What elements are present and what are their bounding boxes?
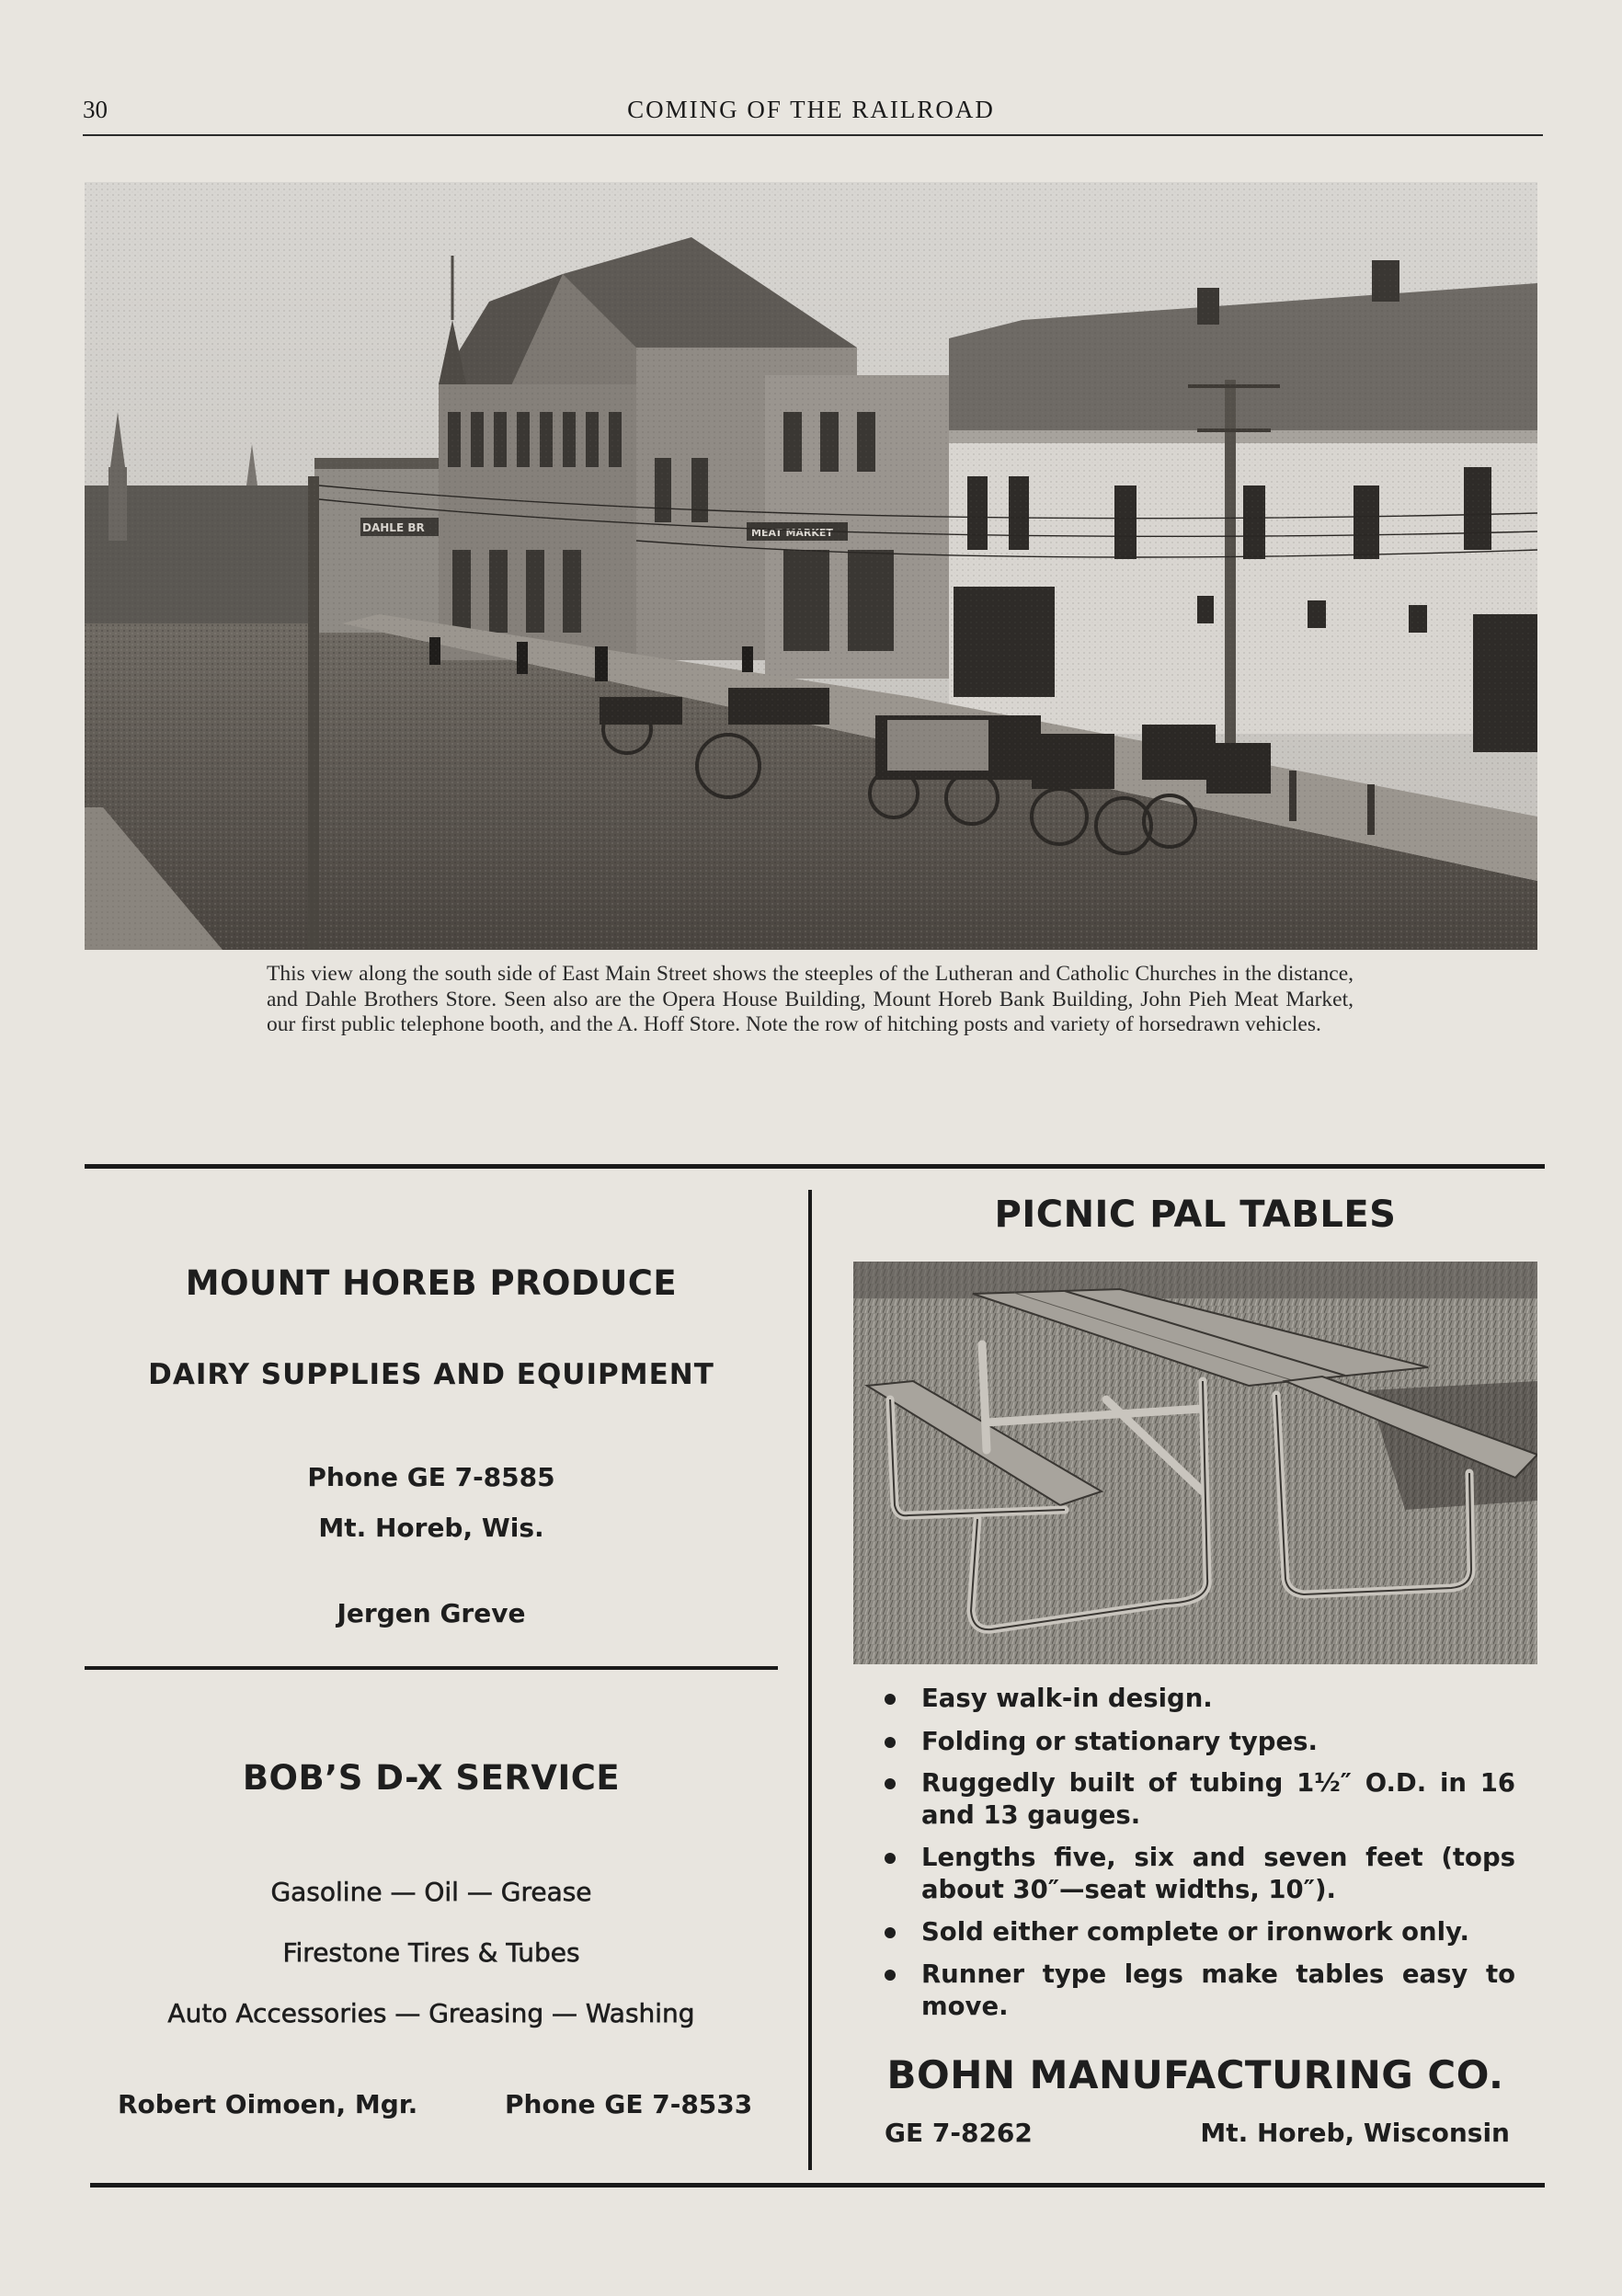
bullet-icon [885,1694,896,1705]
service-ad-tires: Firestone Tires & Tubes [282,1937,580,1968]
produce-ad-phone: Phone GE 7-8585 [307,1462,555,1492]
tables-feature-text: Lengths five, six and seven feet (tops about 30″—seat widths, 10″). [921,1843,1515,1904]
header-rule [83,134,1543,136]
tables-feature-item [890,1916,1515,1948]
tables-feature-text: Folding or stationary types. [921,1727,1318,1756]
tables-feature-text: Runner type legs make tables easy to move. [921,1959,1515,2021]
produce-ad-owner: Jergen Greve [337,1598,526,1628]
picnic-table-photo [853,1262,1537,1664]
service-ad-title: BOB’S D-X SERVICE [242,1758,621,1798]
tables-feature-text: Ruggedly built of tubing 1½″ O.D. in 16 and 13 gauges. [921,1768,1515,1830]
tables-feature-item [890,1959,1515,2023]
tables-feature-item [890,1767,1515,1832]
bullet-icon [885,1970,896,1981]
tables-ad-company: BOHN MANUFACTURING CO. [886,2052,1504,2097]
sign-meat-market: MEAT MARKET [751,527,833,539]
bullet-icon [885,1778,896,1789]
bullet-icon [885,1853,896,1864]
service-ad-manager: Robert Oimoen, Mgr. [118,2089,418,2119]
service-ad-phone: Phone GE 7-8533 [505,2089,753,2119]
service-ad-services: Auto Accessories — Greasing — Washing [167,1998,695,2028]
tables-ad-city: Mt. Horeb, Wisconsin [1200,2118,1510,2148]
photo-caption: This view along the south side of East Main Street shows the steeples of the Lutheran and Catholic Churches in the distance, and Dahle Brothers Store. Seen also are the Opera House Building, Mount Horeb Bank Building, John Pieh Meat Market, our first public telephone booth, and the A. Hoff Store. Note the row of hitching posts and variety of horsedrawn vehicles. [267,962,1354,1036]
page-number: 30 [83,96,108,123]
produce-ad-subtitle: DAIRY SUPPLIES AND EQUIPMENT [148,1358,714,1391]
bullet-icon [885,1927,896,1938]
sign-dahle: DAHLE BR [362,521,425,534]
tables-feature-item [890,1726,1515,1758]
produce-ad-title: MOUNT HOREB PRODUCE [185,1263,678,1303]
ads-left-divider [85,1666,778,1670]
bullet-icon [885,1737,896,1748]
tables-feature-item [890,1683,1515,1715]
tables-ad-title: PICNIC PAL TABLES [994,1194,1397,1236]
service-ad-products: Gasoline — Oil — Grease [270,1877,592,1907]
ads-column-divider [808,1190,812,2170]
tables-ad-phone: GE 7-8262 [885,2118,1033,2148]
tables-feature-text: Easy walk-in design. [921,1684,1213,1713]
ads-top-rule [85,1164,1545,1169]
ads-bottom-rule [90,2183,1545,2187]
produce-ad-location: Mt. Horeb, Wis. [318,1513,544,1543]
tables-feature-text: Sold either complete or ironwork only. [921,1917,1469,1947]
street-photo [85,182,1537,950]
running-title: COMING OF THE RAILROAD [627,96,995,123]
tables-feature-item [890,1842,1515,1906]
